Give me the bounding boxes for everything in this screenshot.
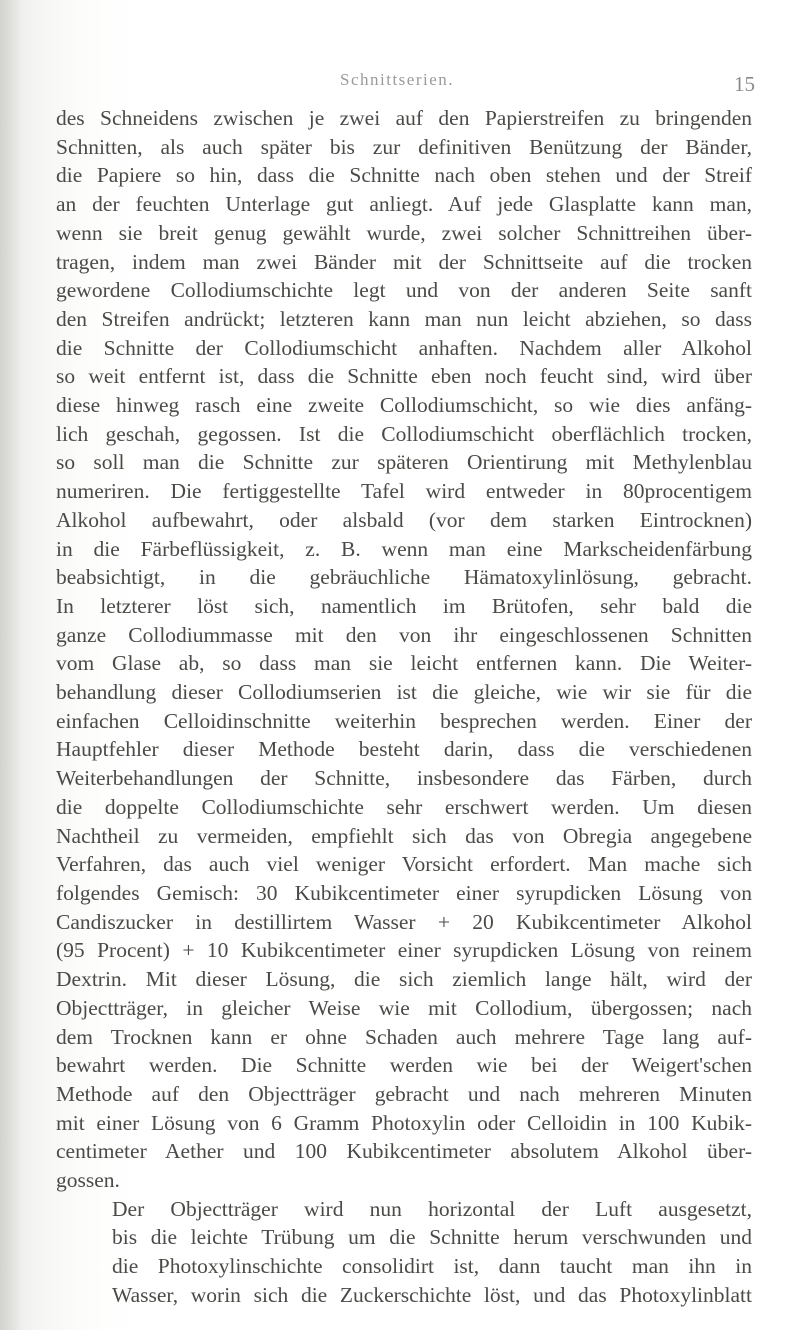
text-line: Schnitten, als auch später bis zur definitiven Benützung der Bänder, [56, 134, 752, 159]
text-line: bewahrt werden. Die Schnitte werden wie bei der Weigert'schen [56, 1053, 752, 1078]
text-line: Hauptfehler dieser Methode besteht darin, dass die verschiedenen [56, 737, 752, 762]
page-number: 15 [734, 72, 755, 96]
text-line: ganze Collodiummasse mit den von ihr eingeschlossenen Schnitten [56, 622, 752, 647]
text-line: die Photoxylinschichte consolidirt ist, dann taucht man ihn in [112, 1254, 752, 1279]
text-line: Methode auf den Objectträger gebracht und nach mehreren Minuten [56, 1081, 752, 1106]
text-line: in die Färbeflüssigkeit, z. B. wenn man eine Markscheidenfärbung [56, 536, 752, 561]
text-line: diese hinweg rasch eine zweite Collodiumschicht, so wie dies anfäng- [56, 393, 752, 418]
text-line: folgendes Gemisch: 30 Kubikcentimeter einer syrupdicken Lösung von [56, 880, 752, 905]
text-line: des Schneidens zwischen je zwei auf den Papierstreifen zu bringenden [56, 106, 752, 130]
text-line: lich geschah, gegossen. Ist die Collodiumschicht oberflächlich trocken, [56, 421, 752, 446]
text-line: die Papiere so hin, dass die Schnitte nach oben stehen und der Streif [56, 163, 752, 188]
text-line: Weiterbehandlungen der Schnitte, insbesondere das Färben, durch [56, 766, 752, 791]
text-line: die Schnitte der Collodiumschicht anhaften. Nachdem aller Alkohol [56, 335, 752, 360]
text-line: (95 Procent) + 10 Kubikcentimeter einer syrupdicken Lösung von reinem [56, 938, 752, 963]
text-line: dem Trocknen kann er ohne Schaden auch mehrere Tage lang auf- [56, 1024, 752, 1049]
running-title: Schnittserien. [340, 70, 455, 89]
text-line: Der Objectträger wird nun horizontal der Luft ausgesetzt, [112, 1196, 752, 1221]
text-line: beabsichtigt, in die gebräuchliche Hämatoxylinlösung, gebracht. [56, 565, 752, 590]
body-text [56, 104, 752, 1310]
page-gutter-shadow [0, 0, 22, 1330]
text-line: mit einer Lösung von 6 Gramm Photoxylin oder Celloidin in 100 Kubik- [56, 1110, 752, 1135]
text-line: tragen, indem man zwei Bänder mit der Schnittseite auf die trocken [56, 249, 752, 274]
text-line: In letzterer löst sich, namentlich im Brütofen, sehr bald die [56, 593, 752, 618]
text-line: Candiszucker in destillirtem Wasser + 20 Kubikcentimeter Alkohol [56, 909, 752, 934]
text-line: Verfahren, das auch viel weniger Vorsicht erfordert. Man mache sich [56, 852, 752, 877]
text-line: Alkohol aufbewahrt, oder alsbald (vor dem starken Eintrocknen) [56, 507, 752, 532]
text-line: den Streifen andrückt; letzteren kann man nun leicht abziehen, so dass [56, 306, 752, 331]
paragraph-1 [56, 104, 752, 1195]
text-line: einfachen Celloidinschnitte weiterhin besprechen werden. Einer der [56, 708, 752, 733]
text-line: Objectträger, in gleicher Weise wie mit Collodium, übergossen; nach [56, 995, 752, 1020]
text-line: vom Glase ab, so dass man sie leicht entfernen kann. Die Weiter- [56, 651, 752, 676]
text-line: gossen. [56, 1168, 120, 1193]
text-line: numeriren. Die fertiggestellte Tafel wird entweder in 80procentigem [56, 479, 752, 504]
text-line: gewordene Collodiumschichte legt und von der anderen Seite sanft [56, 278, 752, 303]
paragraph-2 [56, 1195, 752, 1310]
text-line: Nachtheil zu vermeiden, empfiehlt sich das von Obregia angegebene [56, 823, 752, 848]
text-line: so weit entfernt ist, dass die Schnitte eben noch feucht sind, wird über [56, 364, 752, 389]
text-line: Wasser, worin sich die Zuckerschichte löst, und das Photoxylinblatt [112, 1282, 752, 1307]
text-line: centimeter Aether und 100 Kubikcentimeter absolutem Alkohol über- [56, 1139, 752, 1164]
text-line: so soll man die Schnitte zur späteren Orientirung mit Methylenblau [56, 450, 752, 475]
text-line: bis die leichte Trübung um die Schnitte herum verschwunden und [112, 1225, 752, 1250]
text-line: wenn sie breit genug gewählt wurde, zwei solcher Schnittreihen über- [56, 220, 752, 245]
running-head [0, 70, 800, 100]
text-line: die doppelte Collodiumschichte sehr erschwert werden. Um diesen [56, 794, 752, 819]
text-line: behandlung dieser Collodiumserien ist die gleiche, wie wir sie für die [56, 680, 752, 705]
text-line: Dextrin. Mit dieser Lösung, die sich ziemlich lange hält, wird der [56, 967, 752, 992]
text-line: an der feuchten Unterlage gut anliegt. Auf jede Glasplatte kann man, [56, 192, 752, 217]
